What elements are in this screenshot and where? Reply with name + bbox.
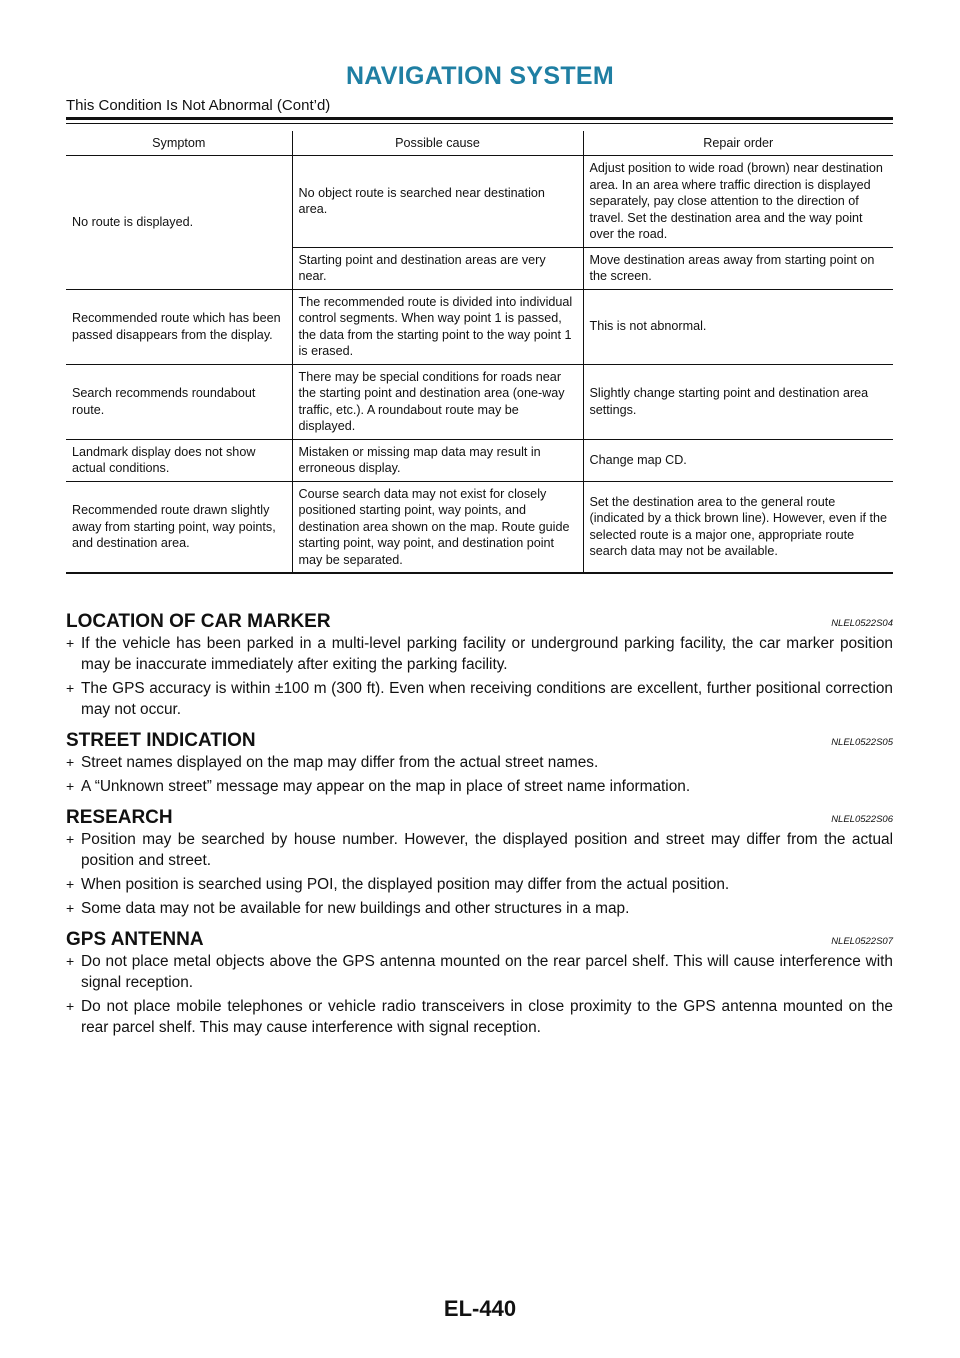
section-code: NLEL0522S06 [831,814,893,825]
section-gps-antenna [66,925,893,1038]
column-header-possible-cause: Possible cause [292,131,583,156]
list-item-text: If the vehicle has been parked in a multi-level parking facility or underground parking facility, the car marker position may be inaccurate immediately after exiting the parking facility. [81,635,893,673]
symptom-cell: Landmark display does not show actual conditions. [66,439,292,481]
symptom-cell: Recommended route which has been passed disappears from the display. [66,289,292,364]
section-street-indication [66,726,893,797]
column-header-repair-order: Repair order [583,131,893,156]
table-row [66,289,893,364]
list-item [66,996,893,1038]
list-item-text: The GPS accuracy is within ±100 m (300 ft). Even when receiving conditions are excellent, further positional correction may not occur. [81,680,893,718]
list-item [66,678,893,720]
repair-cell: Change map CD. [583,439,893,481]
table-row [66,156,893,248]
list-item [66,951,893,993]
page-subtitle: This Condition Is Not Abnormal (Cont’d) [66,97,331,114]
repair-cell: Set the destination area to the general route (indicated by a thick brown line). However, even if the selected route is a major one, appropriate route search data may not be available. [583,481,893,573]
section-title: LOCATION OF CAR MARKER [66,611,331,632]
page-title: NAVIGATION SYSTEM [345,62,615,90]
section-title: GPS ANTENNA [66,929,204,950]
section-code: NLEL0522S07 [831,936,893,947]
symptom-cell: Search recommends roundabout route. [66,364,292,439]
sections-container [66,607,893,1044]
table-header-row [66,131,893,156]
section-research [66,803,893,919]
list-item [66,829,893,871]
list-item-text: A “Unknown street” message may appear on the map in place of street name information. [81,778,691,795]
list-item-text: When position is searched using POI, the displayed position may differ from the actual position. [81,876,730,893]
list-item-text: Street names displayed on the map may differ from the actual street names. [81,754,599,771]
cause-cell: Mistaken or missing map data may result in erroneous display. [292,439,583,481]
list-item-text: Position may be searched by house number. However, the displayed position and street may differ from the actual position and street. [81,831,893,869]
symptom-cell: No route is displayed. [66,156,292,290]
bullet-icon: + [66,953,75,969]
cause-cell: Course search data may not exist for closely positioned starting point, way points, and destination area shown on the map. Route guide starting point, way point, and destination point may be separated. [292,481,583,573]
cause-cell: The recommended route is divided into individual control segments. When way point 1 is passed, the data from the starting point to the way point 1 is erased. [292,289,583,364]
section-title: STREET INDICATION [66,730,256,751]
list-item [66,898,893,919]
cause-cell: No object route is searched near destination area. [292,156,583,248]
bullet-icon: + [66,680,75,696]
page-number: EL-440 [443,1296,517,1321]
list-item-text: Some data may not be available for new buildings and other structures in a map. [81,900,630,917]
cause-cell: Starting point and destination areas are very near. [292,247,583,289]
section-title: RESEARCH [66,807,173,828]
list-item-text: Do not place mobile telephones or vehicle radio transceivers in close proximity to the GPS antenna mounted on the rear parcel shelf. This may cause interference with signal reception. [81,998,893,1036]
repair-cell: Slightly change starting point and destination area settings. [583,364,893,439]
list-item [66,752,893,773]
cause-cell: There may be special conditions for roads near the starting point and destination area (one-way traffic, etc.). A roundabout route may be displayed. [292,364,583,439]
header-rule [66,117,893,120]
symptom-cell: Recommended route drawn slightly away from starting point, way points, and destination area. [66,481,292,573]
section-location-of-car-marker [66,607,893,720]
table-row [66,439,893,481]
list-item [66,874,893,895]
column-header-symptom: Symptom [66,131,292,156]
section-code: NLEL0522S05 [831,737,893,748]
bullet-icon: + [66,635,75,651]
list-item [66,633,893,675]
bullet-icon: + [66,900,75,916]
table-row [66,481,893,573]
repair-cell: Move destination areas away from starting point on the screen. [583,247,893,289]
repair-cell: This is not abnormal. [583,289,893,364]
header-rule-thin [66,123,893,124]
bullet-icon: + [66,831,75,847]
symptom-table [66,131,893,574]
repair-cell: Adjust position to wide road (brown) near destination area. In an area where traffic direction is displayed separately, pay close attention to the direction of travel. Set the destination area and the way point over the road. [583,156,893,248]
bullet-icon: + [66,778,75,794]
list-item [66,776,893,797]
bullet-icon: + [66,754,75,770]
table-row [66,364,893,439]
bullet-icon: + [66,876,75,892]
bullet-icon: + [66,998,75,1014]
list-item-text: Do not place metal objects above the GPS antenna mounted on the rear parcel shelf. This will cause interference with signal reception. [81,953,893,991]
section-code: NLEL0522S04 [831,618,893,629]
